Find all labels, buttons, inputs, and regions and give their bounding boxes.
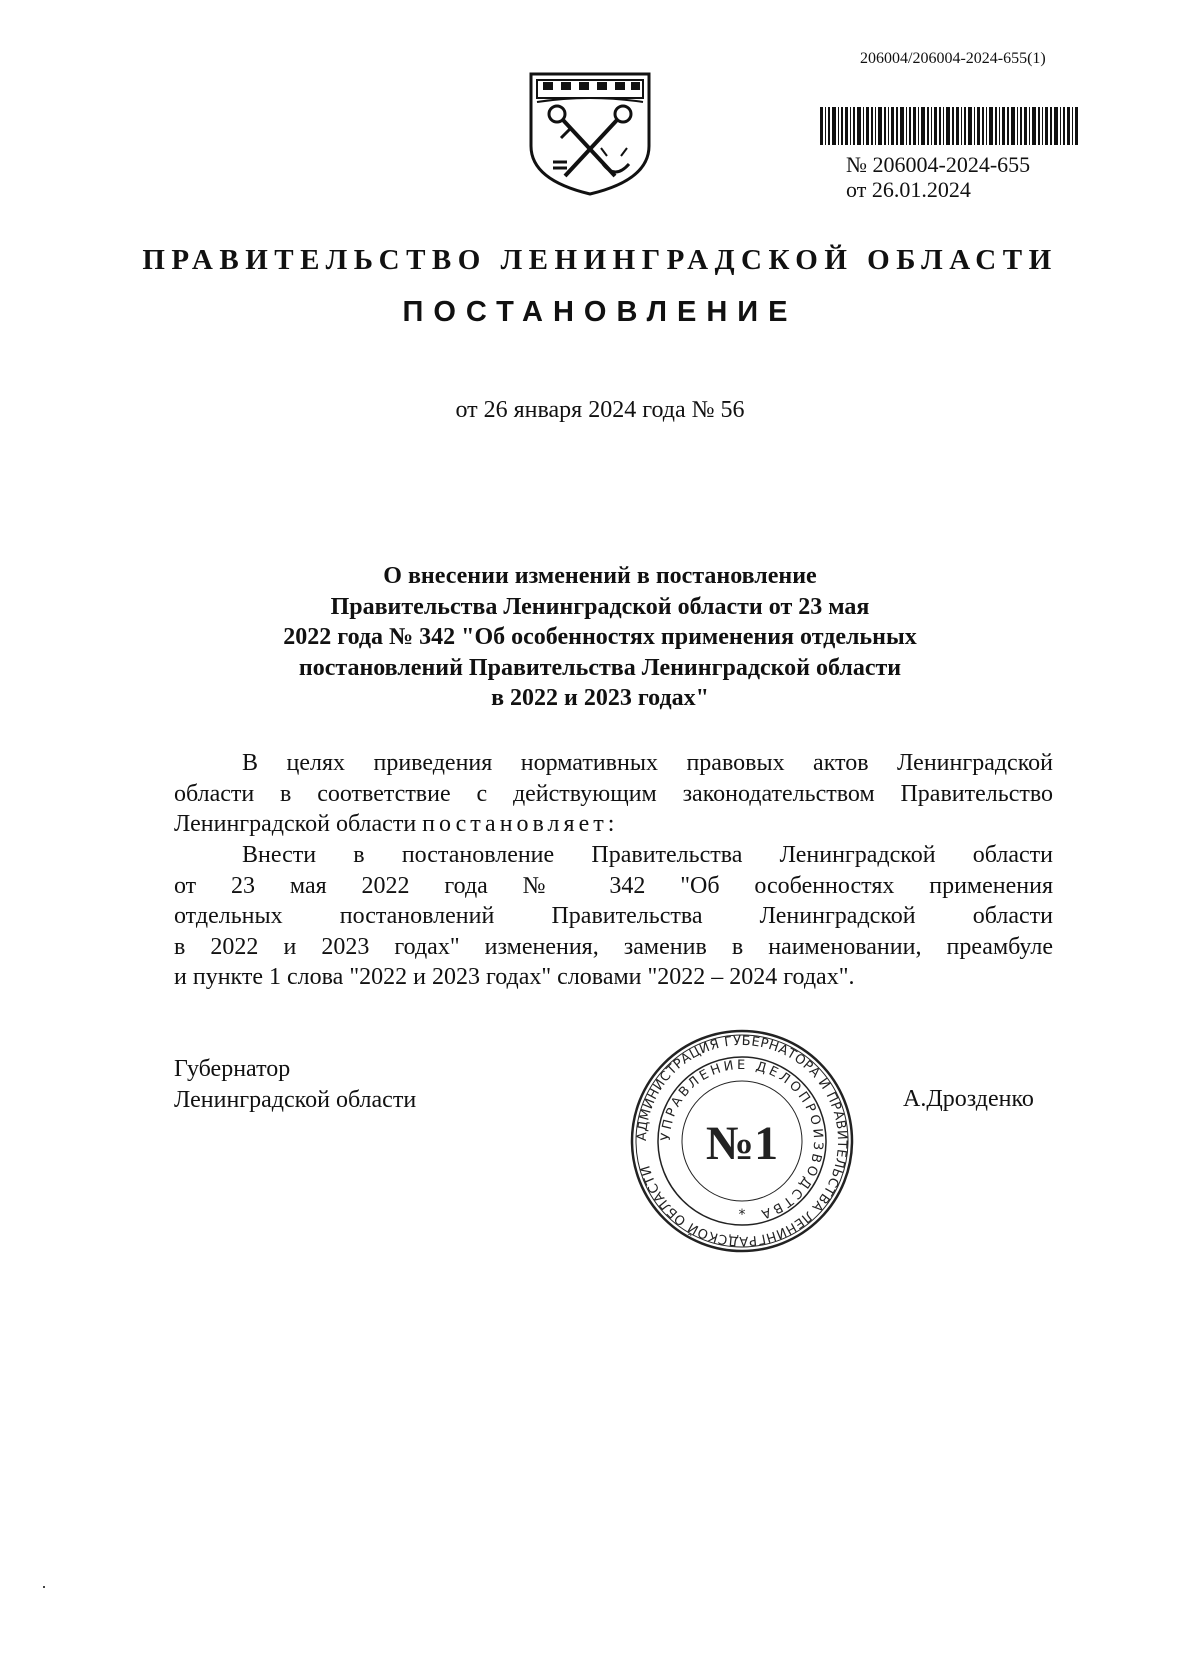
registration-number-top: 206004/206004-2024-655(1) xyxy=(860,50,1046,67)
document-type-title: ПОСТАНОВЛЕНИЕ xyxy=(402,296,798,328)
preamble-line: В целях приведения нормативных правовых актов Ленинградской xyxy=(242,750,1053,776)
resolves-word: постановляет: xyxy=(422,811,619,837)
preamble-paragraph xyxy=(174,748,1053,840)
clause-line: от 23 мая 2022 года № 342 "Об особенностях применения xyxy=(174,872,1053,899)
clause-line: в 2022 и 2023 годах" изменения, заменив в наименовании, преамбуле xyxy=(174,933,1053,960)
clause-line: Внести в постановление Правительства Ленинградской области xyxy=(242,842,1053,868)
signatory-name: А.Дрозденко xyxy=(903,1086,1034,1112)
subject-line: Правительства Ленинградской области от 23 мая xyxy=(330,593,870,620)
clause-line: и пункте 1 слова "2022 и 2023 годах" словами "2022 – 2024 годах". xyxy=(174,964,855,990)
government-title: ПРАВИТЕЛЬСТВО ЛЕНИНГРАДСКОЙ ОБЛАСТИ xyxy=(142,244,1058,276)
document-meta xyxy=(846,152,1030,202)
stamp-star: * xyxy=(738,1207,746,1223)
position-line: Ленинградской области xyxy=(174,1086,417,1113)
stamp-center-number: №1 xyxy=(705,1117,779,1170)
preamble-tail: Ленинградской области xyxy=(174,811,417,837)
subject-line: О внесении изменений в постановление xyxy=(383,563,817,589)
document-number: № 206004-2024-655 xyxy=(846,152,1031,177)
position-line: Губернатор xyxy=(174,1056,291,1082)
decree-date: от 26 января 2024 года № 56 xyxy=(455,397,745,423)
scan-dot xyxy=(43,1586,45,1588)
clause-line: отдельных постановлений Правительства Ленинградской области xyxy=(174,903,1053,929)
decree-subject xyxy=(200,561,1000,714)
clause-paragraph xyxy=(174,840,1053,993)
stamp-outer-text: АДМИНИСТРАЦИЯ ГУБЕРНАТОРА И ПРАВИТЕЛЬСТВА ЛЕНИНГРАДСКОЙ ОБЛАСТИ xyxy=(634,1033,850,1249)
subject-line: в 2022 и 2023 годах" xyxy=(491,685,709,711)
signatory-position xyxy=(174,1054,416,1115)
subject-line: 2022 года № 342 "Об особенностях применения отдельных xyxy=(283,624,917,650)
coat-of-arms-icon xyxy=(523,68,657,198)
official-stamp-icon xyxy=(628,1027,856,1255)
subject-line: постановлений Правительства Ленинградской области xyxy=(298,654,902,681)
document-date: от 26.01.2024 xyxy=(846,177,971,202)
barcode-icon xyxy=(818,105,1080,147)
preamble-last-line xyxy=(174,809,1053,840)
stamp-inner-text: УПРАВЛЕНИЕ ДЕЛОПРОИЗВОДСТВА xyxy=(658,1057,826,1222)
preamble-line: области в соответствие с действующим законодательством Правительство xyxy=(174,780,1053,807)
